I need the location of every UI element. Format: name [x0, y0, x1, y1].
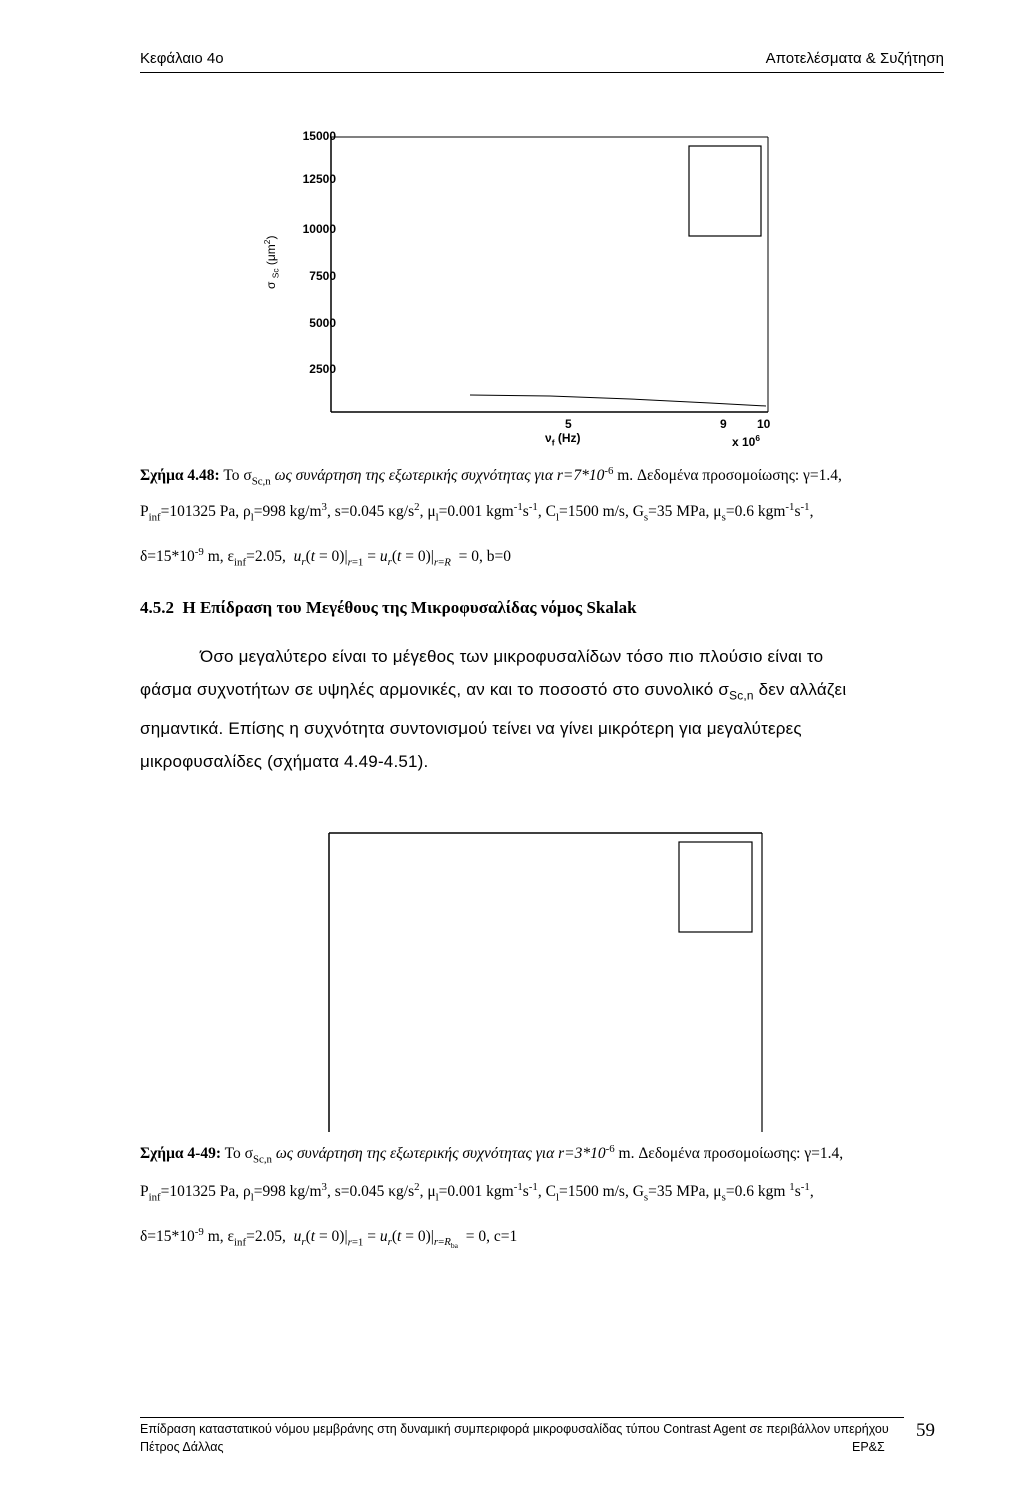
caption-line: $\delta=15*10^{-9}$ m, $\varepsilon_{inf}=2.05$, $u_r(t = 0)|_{r=1} = u_r(t = 0)|_{r=R_{ba}} = 0$, c=1	[140, 1225, 518, 1250]
caption-4-49	[140, 1138, 950, 1257]
caption-line: Σχήμα 4.48: Το $\sigma_{Sc,n}$ ως συνάρτηση της εξωτερικής συχνότητας για $r=7*10^{-6}$ m. Δεδομένα προσομοίωσης: γ=1.4,	[140, 465, 842, 488]
x-axis-label: $\nu_f$ (Hz)	[545, 431, 581, 448]
header-rule	[140, 72, 944, 73]
caption-line: Σχήμα 4-49: Το $\sigma_{Sc,n}$ ως συνάρτηση της εξωτερικής συχνότητας για $r=3*10^{-6}$ m. Δεδομένα προσομοίωσης: γ=1.4,	[140, 1143, 844, 1166]
section-heading: 4.5.2 Η Επίδραση του Μεγέθους της Μικροφυσαλίδας νόμος Skalak	[140, 598, 637, 617]
footer-author: Πέτρος Δάλλας	[140, 1440, 224, 1454]
section-header: Αποτελέσματα & Συζήτηση	[765, 50, 944, 67]
legend-box	[689, 146, 761, 236]
paragraph-line: φάσμα συχνοτήτων σε υψηλές αρμονικές, αν και το ποσοστό στο συνολικό $\sigma_{Sc,n}$ δεν αλλάζει	[140, 680, 847, 703]
x-multiplier: x $10^6$	[732, 433, 761, 449]
y-tick-label: 5000	[309, 316, 336, 330]
paragraph-line: Όσο μεγαλύτερο είναι το μέγεθος των μικροφυσαλίδων τόσο πιο πλούσιο είναι το	[200, 647, 824, 666]
plot-area	[330, 125, 770, 415]
x-tick-label: 10	[757, 417, 771, 431]
y-tick-label: 2500	[309, 362, 336, 376]
y-tick-label: 12500	[302, 172, 336, 186]
x-tick-label: 9	[720, 417, 727, 431]
data-curve	[470, 395, 766, 406]
y-tick-label: 10000	[302, 222, 336, 236]
body-paragraph	[140, 640, 950, 778]
y-tick-label: 7500	[309, 269, 336, 283]
paragraph-line: σημαντικά. Επίσης η συχνότητα συντονισμού τείνει να γίνει μικρότερη για μεγαλύτερες	[140, 719, 802, 739]
figure-4-49-plot	[328, 832, 764, 1134]
caption-line: $P_{inf}=101325$ Pa, $\rho_l=998$ $kg/m^3$, s=0.045 $\kappa g/s^2$, $\mu_l=0.001$ $kgm^{-1}s^{-1}$, $C_l=1500$ m/s, $G_s=35$ MPa, $\mu_s=0.6$ $kgm^{-1}s^{-1}$,	[140, 501, 814, 524]
figure-4-48	[262, 125, 790, 455]
y-tick-label: 15000	[302, 129, 336, 143]
x-tick-label: 5	[565, 417, 572, 431]
footer-rule	[140, 1417, 904, 1418]
y-axis-label: σ $_{Sc}$ $(\mu m^2)$	[262, 235, 281, 289]
page-number: 59	[916, 1420, 935, 1441]
footer-title: Επίδραση καταστατικού νόμου μεμβράνης στη δυναμική συμπεριφορά μικροφυσαλίδας τύπου Contrast Agent σε περιβάλλον υπερήχου	[140, 1422, 889, 1436]
footer-department: ΕΡ&Σ	[852, 1440, 885, 1454]
chapter-header: Κεφάλαιο 4ο	[140, 50, 224, 67]
caption-line: $\delta=15*10^{-9}$ m, $\varepsilon_{inf}=2.05$, $u_r(t = 0)|_{r=1} = u_r(t = 0)|_{r=R} = 0$, b=0	[140, 545, 511, 568]
paragraph-line: μικροφυσαλίδες (σχήματα 4.49-4.51).	[140, 752, 429, 772]
caption-4-48	[140, 460, 950, 573]
legend-box	[679, 842, 752, 932]
caption-line: $P_{inf}=101325$ Pa, $\rho_l=998$ $kg/m^3$, s=0.045 $\kappa g/s^2$, $\mu_l=0.001$ $kgm^{-1}s^{-1}$, $C_l=1500$ m/s, $G_s=35$ MPa, $\mu_s=0.6$ kgm $^1s^{-1}$,	[140, 1181, 814, 1204]
